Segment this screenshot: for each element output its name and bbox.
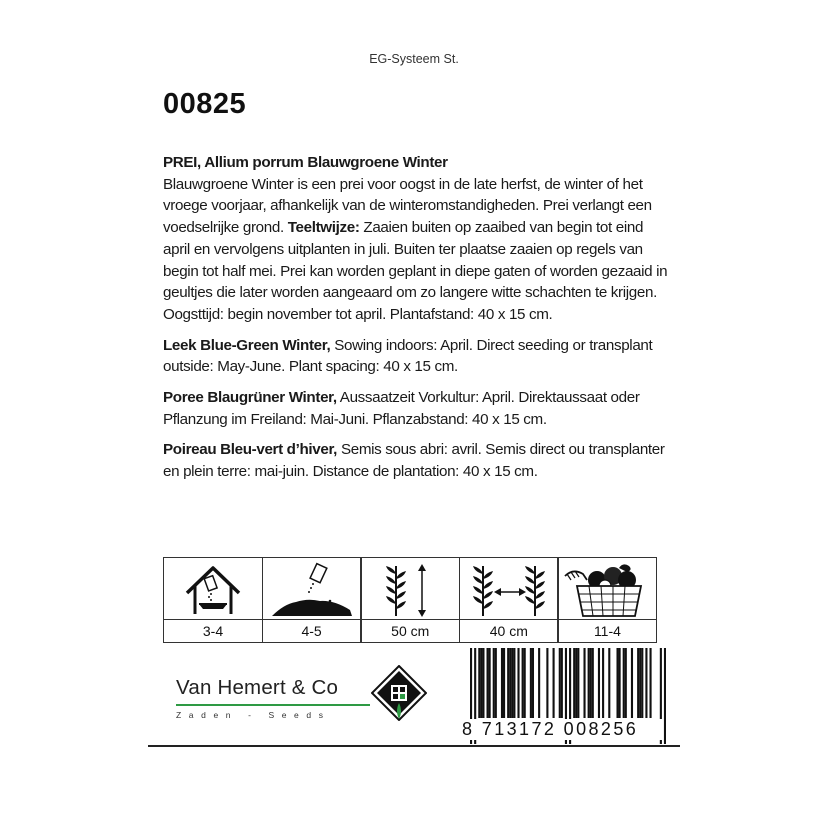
plant-height-icon [361, 558, 459, 620]
barcode-bar [522, 648, 524, 718]
barcode-bar [598, 648, 600, 718]
barcode-bar [639, 648, 641, 718]
description-de [163, 387, 673, 430]
barcode-bar [511, 648, 513, 718]
barcode-bar [616, 648, 618, 718]
barcode-bar [489, 648, 491, 718]
barcode-bar [588, 648, 590, 718]
description-fr-body: Semis sous abri: avril. Semis direct ou transplanter en plein terre: mai-juin. Distance de plantation: 40 x 15 cm. [163, 441, 665, 481]
barcode-bar [482, 648, 484, 718]
barcode-bar [631, 648, 633, 718]
brand-block [176, 676, 370, 720]
barcode-bar [664, 648, 666, 744]
article-number: 00825 [163, 88, 247, 120]
harvest-label: 11-4 [593, 623, 621, 639]
barcode-number: 8 713172 008256 [462, 719, 662, 740]
barcode-bar [559, 648, 561, 718]
barcode-bar [487, 648, 489, 718]
barcode-bar [641, 648, 643, 718]
barcode-bar [532, 648, 534, 718]
outdoor-sowing-icon [263, 558, 361, 620]
barcode-bar [645, 648, 647, 718]
barcode-bar [493, 648, 495, 718]
description-nl-body-2: Zaaien buiten op zaaibed van begin tot eind april en vervolgens uitplanten in juli. Buiten ter plaatse zaaien op regels van begin tot half mei. Prei kan worden geplant in diepe gaten of worden gezaaid in geultjes die later worden aangeaard om zo langere witte schachten te krijgen. Oogsttijd: begin november tot april. Plantafstand: 40 x 15 cm. [163, 219, 668, 323]
barcode-bar [501, 648, 503, 718]
brand-tagline: Zaden - Seeds [176, 710, 331, 720]
icon-cell-harvest [557, 557, 657, 643]
barcode-bar [480, 648, 482, 718]
barcode-bar [602, 648, 604, 718]
description-nl-title: PREI, Allium porrum Blauwgroene Winter [163, 154, 448, 171]
barcode-bar [590, 648, 592, 718]
description-de-body: Aussaatzeit Vorkultur: April. Direktaussaat oder Pflanzung im Freiland: Mai-Juni. Pflanzabstand: 40 x 15 cm. [163, 389, 640, 428]
icon-cell-plant-spacing [459, 557, 559, 643]
brand-name: Van Hemert & Co [176, 676, 339, 699]
cultivation-icons [163, 557, 663, 643]
barcode-bar [592, 648, 594, 718]
barcode-bar [608, 648, 610, 718]
barcode-bar [561, 648, 563, 718]
description-en-title: Leek Blue-Green Winter, [163, 336, 331, 354]
indoor-sowing-icon [164, 558, 262, 620]
barcode-bar [619, 648, 621, 718]
barcode-bar [625, 648, 627, 718]
plant-spacing-label: 40 cm [489, 623, 528, 639]
brand-underline [176, 704, 370, 706]
barcode-bar [509, 648, 511, 718]
bottom-rule [148, 745, 680, 747]
barcode-bar [573, 648, 575, 718]
barcode-bar [495, 648, 497, 718]
barcode-bar [575, 648, 577, 718]
barcode-bar [623, 648, 625, 718]
description-nl [163, 152, 673, 326]
barcode-bar [530, 648, 532, 718]
description-block [163, 152, 673, 492]
barcode-bar [583, 648, 585, 718]
description-en-body: Sowing indoors: April. Direct seeding or transplant outside: May-June. Plant spacing: 40 x 15 cm. [163, 336, 653, 376]
barcode-bar [538, 648, 540, 718]
description-de-title: Poree Blaugrüner Winter, [163, 389, 337, 407]
description-fr [163, 439, 673, 482]
certification-logo-icon [371, 665, 427, 721]
description-nl-label: Teeltwijze: [287, 219, 360, 237]
barcode-bar [546, 648, 548, 718]
barcode-bar [577, 648, 579, 718]
icon-cell-plant-height [360, 557, 460, 643]
icon-cell-indoor-sowing [163, 557, 263, 643]
plant-height-label: 50 cm [391, 623, 430, 639]
certification-label: EG-Systeem St. [369, 52, 459, 66]
barcode-bar [517, 648, 519, 718]
plant-spacing-icon [460, 558, 558, 620]
barcode-bar [513, 648, 515, 718]
icon-cell-outdoor-sowing [262, 557, 362, 643]
barcode-bar [649, 648, 651, 718]
barcode-bar [507, 648, 509, 718]
description-en [163, 335, 673, 378]
barcode-bar [503, 648, 505, 718]
description-nl-body-1: Blauwgroene Winter is een prei voor oogst in de late herfst, de winter of het vroege voorjaar, afhankelijk van de winteromstandigheden. Prei verlangt een voedselrijke grond. [163, 175, 652, 237]
indoor-sowing-label: 3-4 [202, 623, 224, 639]
outdoor-sowing-label: 4-5 [301, 623, 322, 639]
barcode-bar [478, 648, 480, 718]
barcode-bar [553, 648, 555, 718]
barcode-bar [637, 648, 639, 718]
description-fr-title: Poireau Bleu-vert d’hiver, [163, 441, 338, 459]
barcode-bar [524, 648, 526, 718]
harvest-basket-icon [558, 558, 656, 620]
